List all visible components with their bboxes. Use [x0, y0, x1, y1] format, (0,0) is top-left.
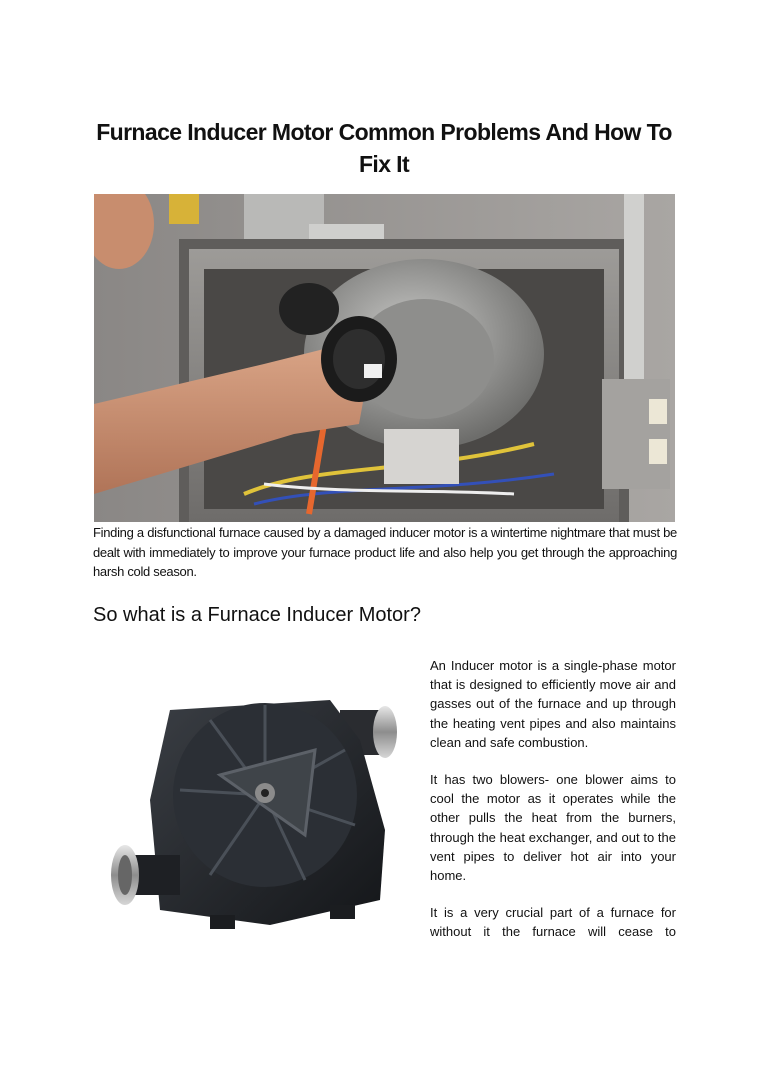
section-heading: So what is a Furnace Inducer Motor? [93, 604, 421, 626]
intro-paragraph: Finding a disfunctional furnace caused by a damaged inducer motor is a wintertime nightmare that must be dealt with immediately to improve your furnace product life and also help you get through the approaching harsh cold season. [93, 525, 677, 579]
right-column-text [430, 656, 676, 960]
photo-furnace-icon [94, 194, 675, 522]
furnace-photo [94, 194, 675, 522]
paragraph-definition: An Inducer motor is a single-phase motor that is designed to efficiently move air and gasses out of the furnace and up through the heating vent pipes and also maintains clean and safe combustion. [430, 658, 676, 750]
paragraph-importance: It is a very crucial part of a furnace for without it the furnace will cease to [430, 905, 676, 940]
page-title: Furnace Inducer Motor Common Problems And How To Fix It [96, 119, 672, 177]
inducer-motor-photo [100, 680, 400, 940]
inducer-motor-icon [100, 680, 400, 940]
paragraph-blowers: It has two blowers- one blower aims to cool the motor as it operates while the other pulls the heat from the burners, through the heat exchanger, and out to the vent pipes to deliver hot air into your home. [430, 772, 676, 884]
